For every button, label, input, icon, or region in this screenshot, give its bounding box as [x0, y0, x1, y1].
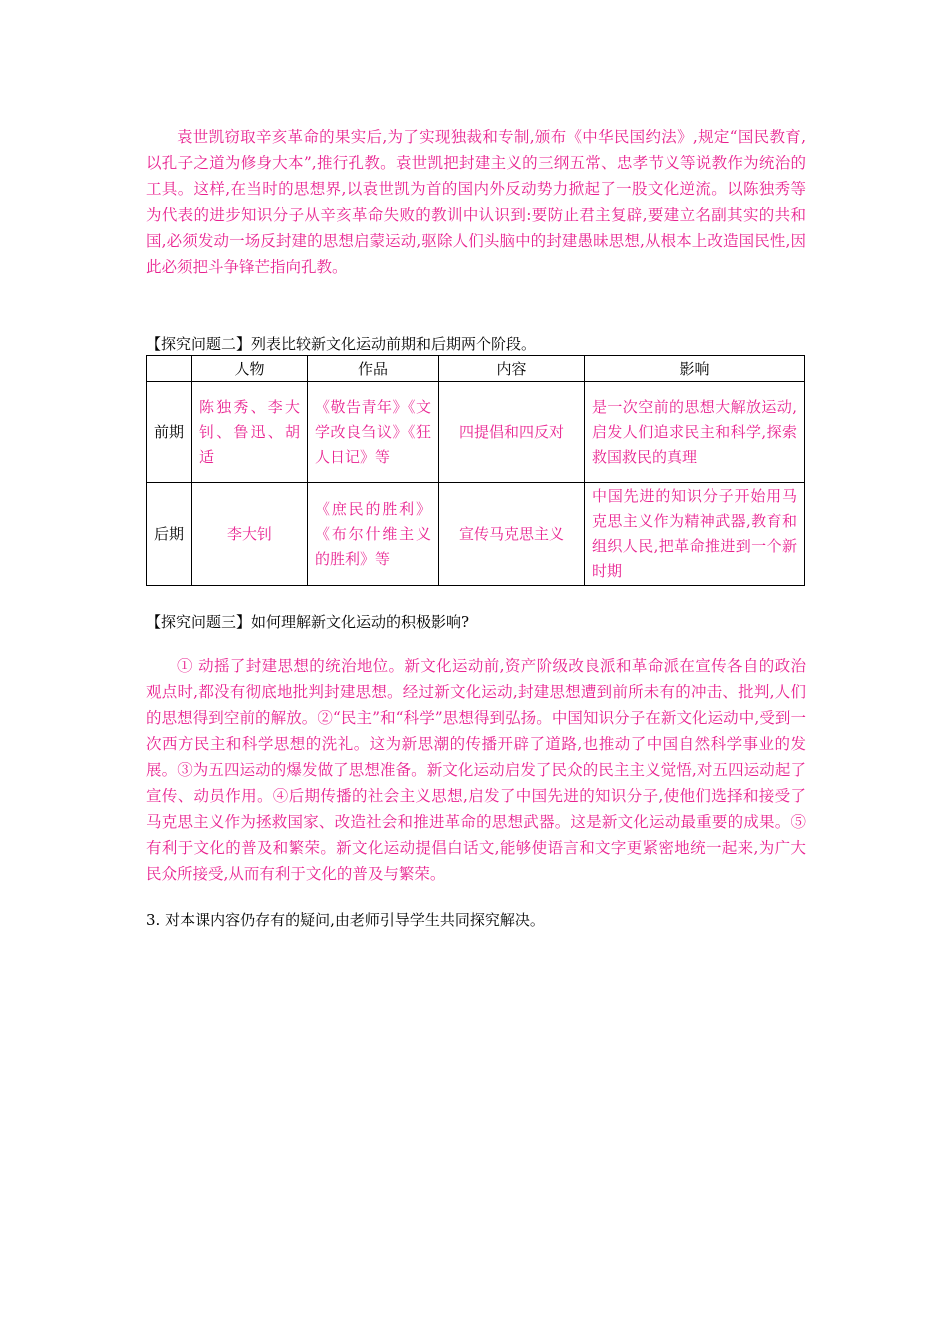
phase-cell: 后期	[147, 483, 192, 586]
header-content: 内容	[439, 356, 585, 382]
table-row	[147, 382, 805, 483]
impact-cell: 是一次空前的思想大解放运动,启发人们追求民主和科学,探索救国救民的真理	[585, 382, 805, 483]
document-page	[146, 124, 806, 931]
works-cell: 《庶民的胜利》《布尔什维主义的胜利》等	[308, 483, 439, 586]
table-row	[147, 483, 805, 586]
impact-cell: 中国先进的知识分子开始用马克思主义作为精神武器,教育和组织人民,把革命推进到一个新时期	[585, 483, 805, 586]
question2-title: 【探究问题二】列表比较新文化运动前期和后期两个阶段。	[146, 335, 537, 353]
header-people: 人物	[192, 356, 308, 382]
comparison-table	[146, 355, 805, 586]
content-cell: 四提倡和四反对	[439, 382, 585, 483]
header-works: 作品	[308, 356, 439, 382]
question3-title: 【探究问题三】如何理解新文化运动的积极影响?	[146, 613, 470, 631]
item-3: 3. 对本课内容仍存有的疑问,由老师引导学生共同探究解决。	[146, 911, 545, 929]
header-blank	[147, 356, 192, 382]
phase-cell: 前期	[147, 382, 192, 483]
intro-paragraph: 袁世凯窃取辛亥革命的果实后,为了实现独裁和专制,颁布《中华民国约法》,规定“国民教育,以孔子之道为修身大本”,推行孔教。袁世凯把封建主义的三纲五常、忠孝节义等说教作为统治的工具。这样,在当时的思想界,以袁世凯为首的国内外反动势力掀起了一股文化逆流。以陈独秀等为代表的进步知识分子从辛亥革命失败的教训中认识到:要防止君主复辟,要建立名副其实的共和国,必须发动一场反封建的思想启蒙运动,驱除人们头脑中的封建愚昧思想,从根本上改造国民性,因此必须把斗争锋芒指向孔教。	[146, 128, 806, 276]
table-header-row	[147, 356, 805, 382]
works-cell: 《敬告青年》《文学改良刍议》《狂人日记》等	[308, 382, 439, 483]
header-impact: 影响	[585, 356, 805, 382]
question3-answer: ① 动摇了封建思想的统治地位。新文化运动前,资产阶级改良派和革命派在宣传各自的政治观点时,都没有彻底地批判封建思想。经过新文化运动,封建思想遭到前所未有的冲击、批判,人们的思想得到空前的解放。②“民主”和“科学”思想得到弘扬。中国知识分子在新文化运动中,受到一次西方民主和科学思想的洗礼。这为新思潮的传播开辟了道路,也推动了中国自然科学事业的发展。③为五四运动的爆发做了思想准备。新文化运动启发了民众的民主主义觉悟,对五四运动起了宣传、动员作用。④后期传播的社会主义思想,启发了中国先进的知识分子,使他们选择和接受了马克思主义作为拯救国家、改造社会和推进革命的思想武器。这是新文化运动最重要的成果。⑤有利于文化的普及和繁荣。新文化运动提倡白话文,能够使语言和文字更紧密地统一起来,为广大民众所接受,从而有利于文化的普及与繁荣。	[146, 657, 806, 883]
people-cell: 陈独秀、李大钊、鲁迅、胡适	[192, 382, 308, 483]
people-cell: 李大钊	[192, 483, 308, 586]
content-cell: 宣传马克思主义	[439, 483, 585, 586]
